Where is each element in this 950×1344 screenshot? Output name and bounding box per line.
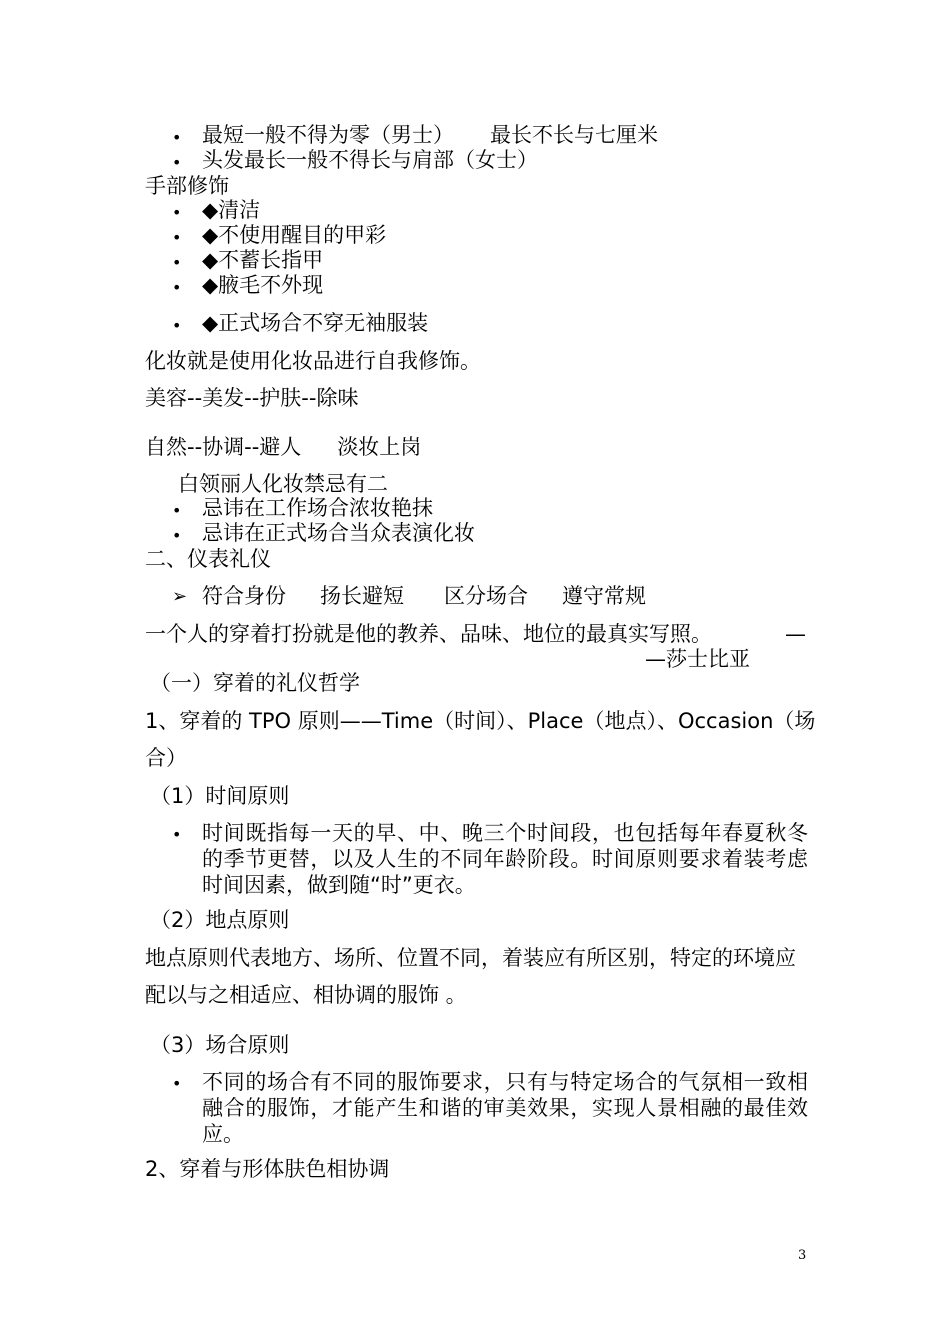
page-number: 3: [798, 1248, 807, 1263]
place-principle-heading: （2）地点原则: [150, 908, 290, 932]
quote-text: 一个人的穿着打扮就是他的教养、品味、地位的最真实写照。: [145, 622, 712, 646]
taboo-item-1: 忌讳在工作场合浓妆艳抹: [202, 496, 433, 520]
time-principle-text: 时间既指每一天的早、中、晚三个时间段，也包括每年春夏秋冬的季节更替，以及人生的不同年龄阶段。时间原则要求着装考虑时间因素，做到随“时”更衣。: [202, 821, 808, 897]
hand-item-1: ◆清洁: [202, 198, 261, 222]
occasion-principle-heading: （3）场合原则: [150, 1033, 290, 1057]
principle-4: 遵守常规: [562, 584, 646, 608]
hair-item-2: 头发最长一般不得长与肩部（女士）: [202, 148, 538, 172]
occasion-principle-text: 不同的场合有不同的服饰要求，只有与特定场合的气氛相一致相融合的服饰，才能产生和谐的审美效果，实现人景相融的最佳效应。: [202, 1070, 808, 1146]
bullet-icon: •: [172, 1074, 182, 1093]
section-two-heading: 二、仪表礼仪: [145, 547, 271, 571]
place-principle-line-1: 地点原则代表地方、场所、位置不同，着装应有所区别，特定的环境应: [145, 946, 796, 970]
makeup-principles: [145, 435, 421, 460]
tpo-line-2: 合）: [145, 746, 187, 770]
arrow-bullet-icon: ➢: [172, 586, 188, 607]
bullet-icon: •: [172, 128, 182, 147]
quote-author: —莎士比亚: [645, 647, 750, 671]
makeup-principles-a: 自然--协调--避人: [145, 435, 302, 459]
section-two-two-heading: 2、穿着与形体肤色相协调: [145, 1157, 390, 1181]
hair-item-1-a: 最短一般不得为零（男士）: [202, 123, 454, 147]
bullet-icon: •: [172, 316, 182, 335]
hand-item-4: ◆腋毛不外现: [202, 273, 324, 297]
bullet-icon: •: [172, 501, 182, 520]
tpo-line-1: 1、穿着的 TPO 原则——Time（时间）、Place（地点）、Occasion（场: [145, 709, 816, 733]
bullet-icon: •: [172, 278, 182, 297]
bullet-icon: •: [172, 203, 182, 222]
hand-item-5: ◆正式场合不穿无袖服装: [202, 311, 429, 335]
subsection-one-heading: （一）穿着的礼仪哲学: [150, 671, 360, 695]
makeup-principles-b: 淡妆上岗: [337, 435, 422, 459]
quote-dash: —: [785, 622, 806, 646]
bullet-icon: •: [172, 253, 182, 272]
makeup-steps: 美容--美发--护肤--除味: [145, 386, 359, 410]
hair-item-1-b: 最长不长与七厘米: [490, 123, 658, 147]
principle-1: 符合身份: [202, 584, 286, 608]
makeup-definition: 化妆就是使用化妆品进行自我修饰。: [145, 349, 481, 373]
taboo-item-2: 忌讳在正式场合当众表演化妆: [202, 521, 475, 545]
bullet-icon: •: [172, 153, 182, 172]
hand-item-3: ◆不蓄长指甲: [202, 248, 324, 272]
time-principle-heading: （1）时间原则: [150, 784, 290, 808]
hair-item-1: [202, 123, 658, 148]
bullet-icon: •: [172, 825, 182, 844]
principle-3: 区分场合: [444, 584, 528, 608]
appearance-principles: [202, 584, 646, 609]
hand-item-2: ◆不使用醒目的甲彩: [202, 223, 387, 247]
bullet-icon: •: [172, 228, 182, 247]
bullet-icon: •: [172, 526, 182, 545]
principle-2: 扬长避短: [320, 584, 404, 608]
place-principle-line-2: 配以与之相适应、相协调的服饰 。: [145, 983, 467, 1007]
hand-heading: 手部修饰: [145, 174, 229, 198]
taboo-heading: 白领丽人化妆禁忌有二: [178, 472, 388, 496]
